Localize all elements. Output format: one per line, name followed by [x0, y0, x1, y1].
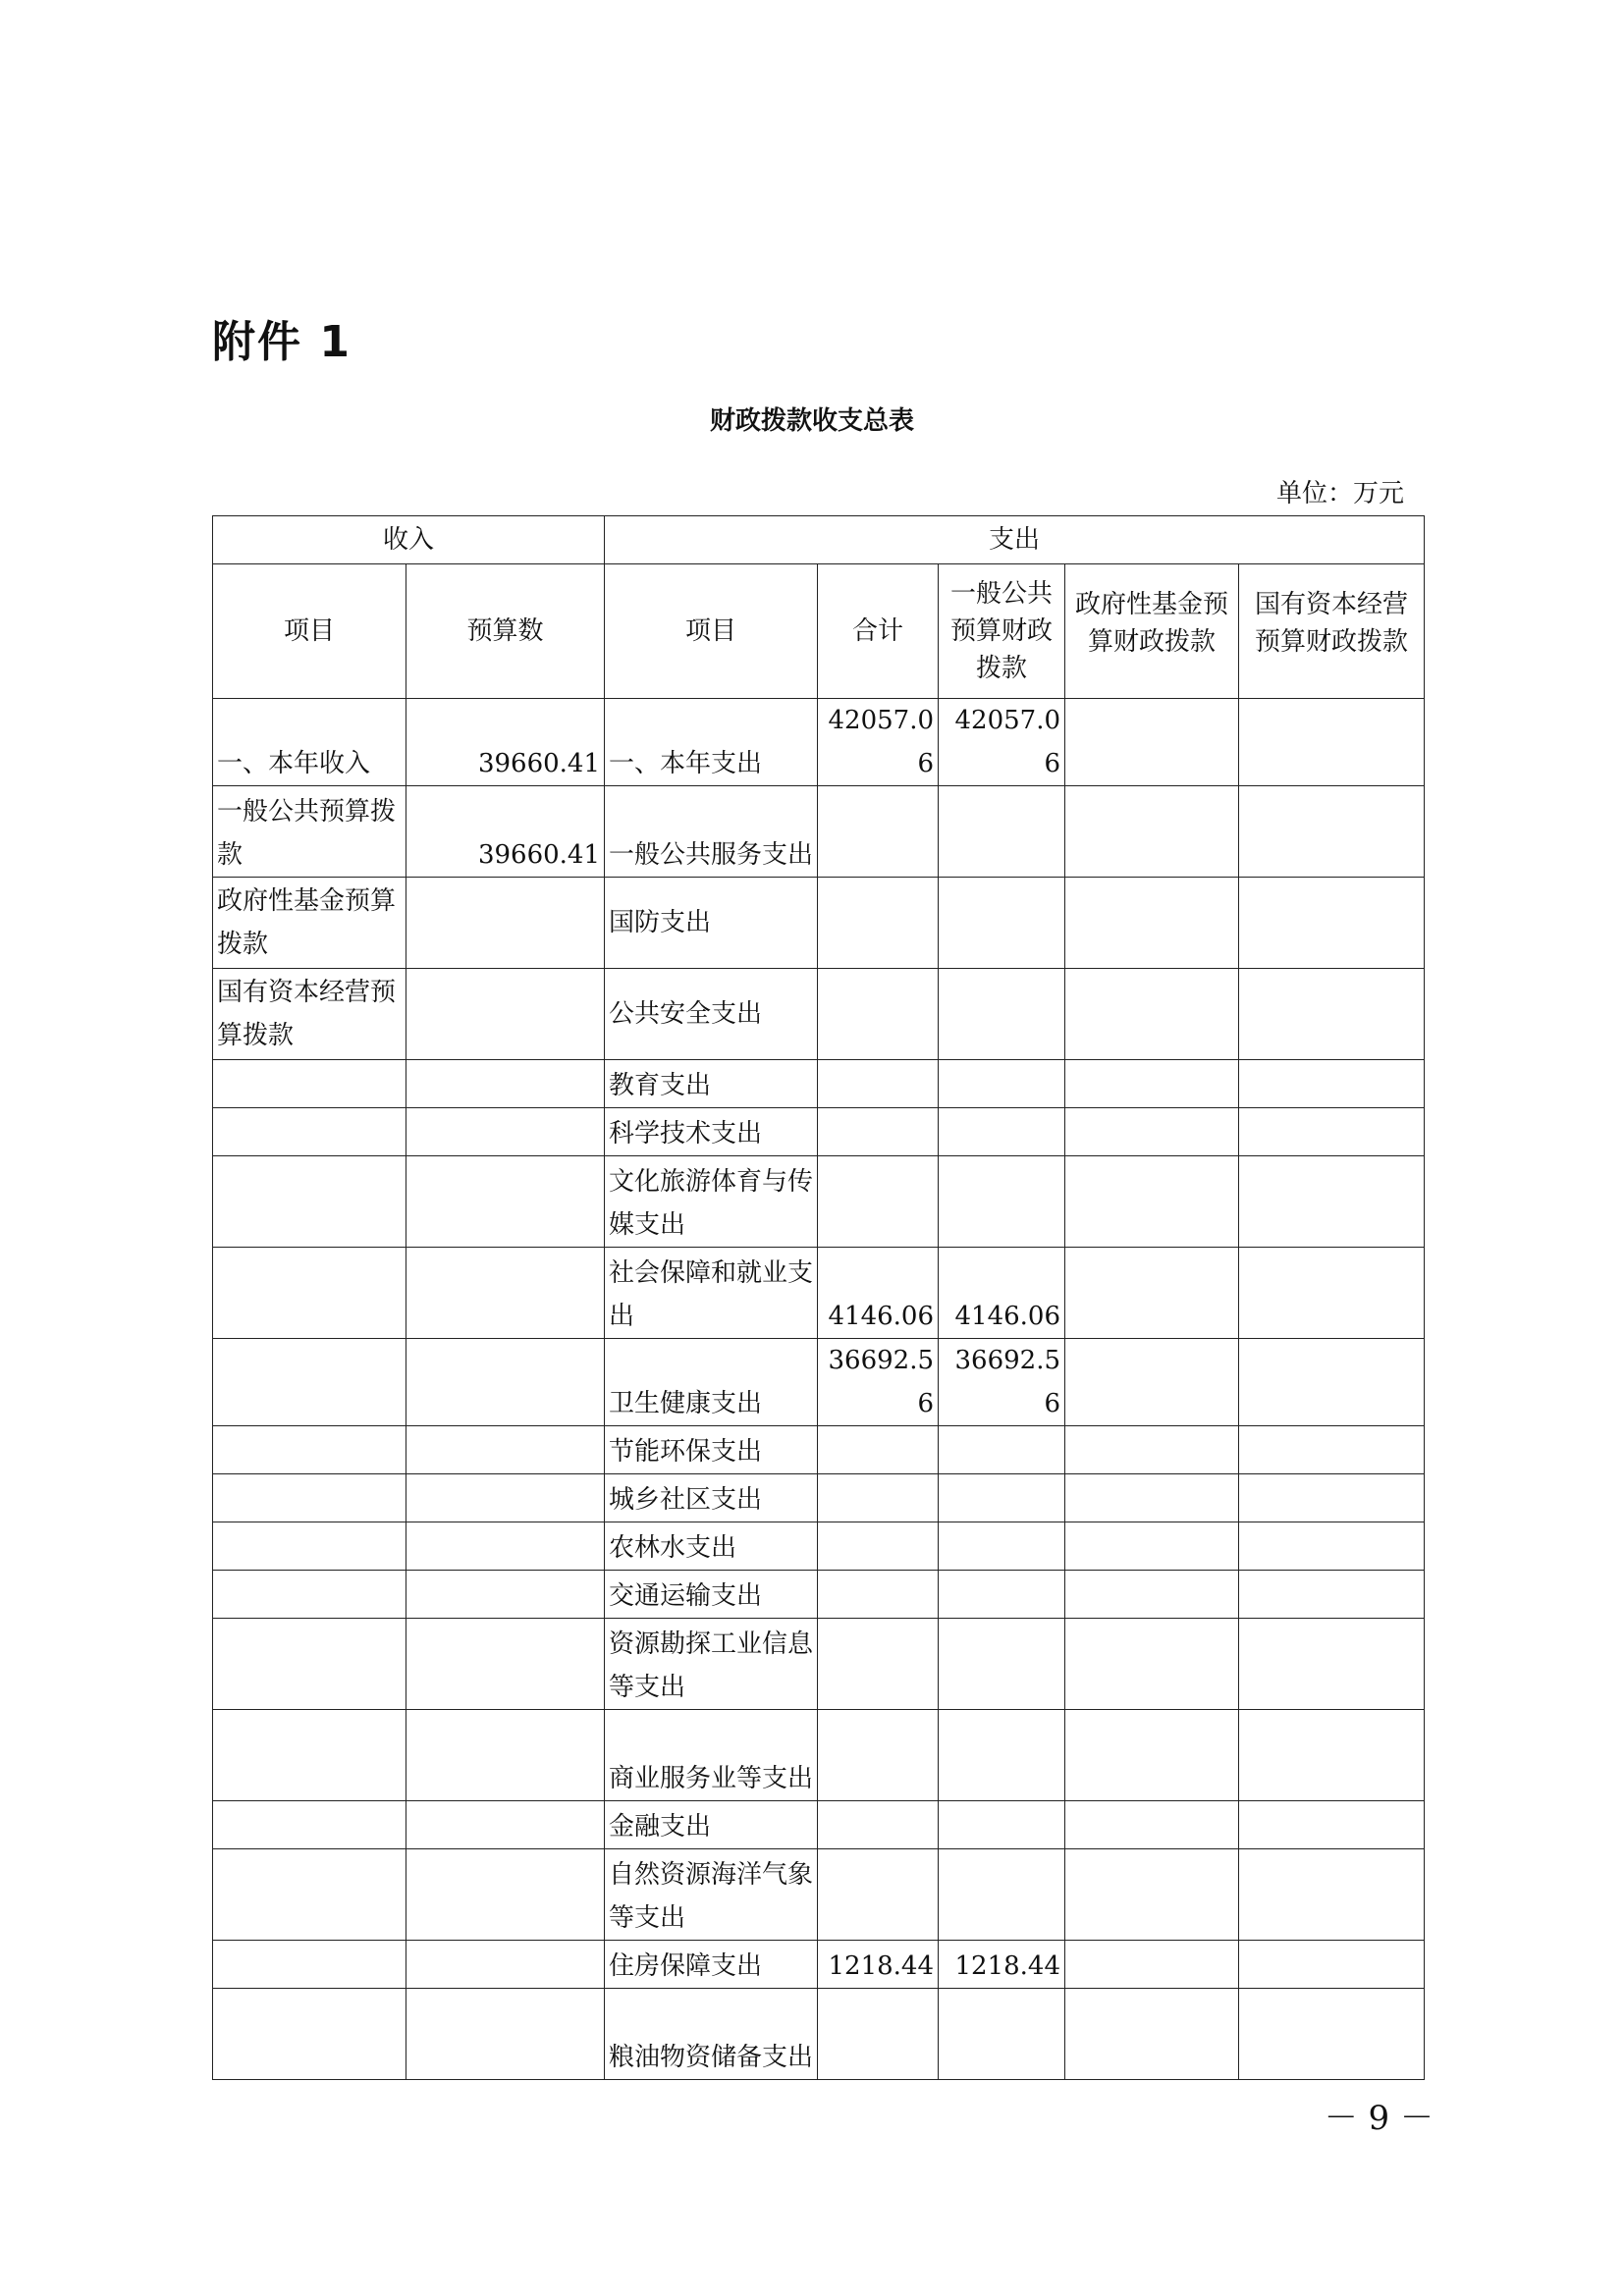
table-row	[213, 1849, 1425, 1941]
total-cell: 1218.44	[818, 1941, 939, 1989]
state-capital-cell	[1239, 1474, 1425, 1522]
expenditure-item-cell: 农林水支出	[605, 1522, 818, 1571]
state-capital-cell	[1239, 1108, 1425, 1156]
table-row	[213, 786, 1425, 878]
gov-fund-cell	[1065, 1801, 1239, 1849]
income-budget-cell	[406, 1060, 605, 1108]
general-public-cell	[939, 1060, 1065, 1108]
income-item-cell	[213, 1571, 406, 1619]
state-capital-cell	[1239, 1571, 1425, 1619]
gov-fund-cell	[1065, 1108, 1239, 1156]
expenditure-item-cell: 交通运输支出	[605, 1571, 818, 1619]
total-cell	[818, 1426, 939, 1474]
general-public-cell: 42057.06	[939, 699, 1065, 786]
income-item-cell	[213, 1619, 406, 1710]
total-cell	[818, 1710, 939, 1801]
general-public-cell	[939, 969, 1065, 1060]
table-row	[213, 1989, 1425, 2080]
table-row	[213, 699, 1425, 786]
header-total: 合计	[818, 564, 939, 699]
gov-fund-cell	[1065, 1339, 1239, 1426]
table-row	[213, 1248, 1425, 1339]
income-item-cell	[213, 1108, 406, 1156]
state-capital-cell	[1239, 1849, 1425, 1941]
income-item-cell	[213, 1849, 406, 1941]
income-item-cell	[213, 1474, 406, 1522]
income-item-cell: 国有资本经营预算拨款	[213, 969, 406, 1060]
table-row	[213, 1522, 1425, 1571]
general-public-cell	[939, 786, 1065, 878]
state-capital-cell	[1239, 1060, 1425, 1108]
gov-fund-cell	[1065, 1941, 1239, 1989]
general-public-cell	[939, 1108, 1065, 1156]
income-budget-cell	[406, 1339, 605, 1426]
gov-fund-cell	[1065, 969, 1239, 1060]
header-expenditure: 支出	[605, 516, 1425, 564]
income-budget-cell	[406, 1801, 605, 1849]
general-public-cell	[939, 1619, 1065, 1710]
income-budget-cell	[406, 1248, 605, 1339]
income-item-cell	[213, 1801, 406, 1849]
income-item-cell	[213, 1522, 406, 1571]
gov-fund-cell	[1065, 1522, 1239, 1571]
state-capital-cell	[1239, 969, 1425, 1060]
expenditure-item-cell: 卫生健康支出	[605, 1339, 818, 1426]
income-item-cell	[213, 1989, 406, 2080]
general-public-cell: 1218.44	[939, 1941, 1065, 1989]
general-public-cell	[939, 1571, 1065, 1619]
header-row-top	[213, 516, 1425, 564]
total-cell	[818, 1060, 939, 1108]
state-capital-cell	[1239, 699, 1425, 786]
state-capital-cell	[1239, 1801, 1425, 1849]
total-cell	[818, 969, 939, 1060]
gov-fund-cell	[1065, 1060, 1239, 1108]
state-capital-cell	[1239, 1989, 1425, 2080]
header-general-public: 一般公共预算财政拨款	[939, 564, 1065, 699]
general-public-cell	[939, 1474, 1065, 1522]
state-capital-cell	[1239, 1339, 1425, 1426]
general-public-cell	[939, 878, 1065, 969]
table-row	[213, 1156, 1425, 1248]
table-row	[213, 969, 1425, 1060]
gov-fund-cell	[1065, 1989, 1239, 2080]
gov-fund-cell	[1065, 1710, 1239, 1801]
total-cell	[818, 786, 939, 878]
gov-fund-cell	[1065, 878, 1239, 969]
general-public-cell	[939, 1522, 1065, 1571]
gov-fund-cell	[1065, 1849, 1239, 1941]
header-budget: 预算数	[406, 564, 605, 699]
expenditure-item-cell: 社会保障和就业支出	[605, 1248, 818, 1339]
income-budget-cell	[406, 878, 605, 969]
general-public-cell	[939, 1801, 1065, 1849]
income-budget-cell	[406, 1156, 605, 1248]
expenditure-item-cell: 自然资源海洋气象等支出	[605, 1849, 818, 1941]
expenditure-item-cell: 城乡社区支出	[605, 1474, 818, 1522]
income-budget-cell	[406, 1710, 605, 1801]
state-capital-cell	[1239, 1426, 1425, 1474]
gov-fund-cell	[1065, 1474, 1239, 1522]
income-budget-cell	[406, 1571, 605, 1619]
state-capital-cell	[1239, 1941, 1425, 1989]
total-cell	[818, 1474, 939, 1522]
income-item-cell: 一、本年收入	[213, 699, 406, 786]
expenditure-item-cell: 资源勘探工业信息等支出	[605, 1619, 818, 1710]
income-item-cell	[213, 1339, 406, 1426]
general-public-cell	[939, 1710, 1065, 1801]
table-row	[213, 1571, 1425, 1619]
unit-label: 单位：万元	[1275, 479, 1404, 508]
table-row	[213, 1619, 1425, 1710]
table-row	[213, 1941, 1425, 1989]
income-item-cell	[213, 1941, 406, 1989]
table-title: 财政拨款收支总表	[709, 406, 914, 436]
income-item-cell	[213, 1426, 406, 1474]
table-row	[213, 1474, 1425, 1522]
table-row	[213, 1710, 1425, 1801]
income-budget-cell: 39660.41	[406, 786, 605, 878]
income-item-cell	[213, 1248, 406, 1339]
expenditure-item-cell: 国防支出	[605, 878, 818, 969]
gov-fund-cell	[1065, 1248, 1239, 1339]
header-income: 收入	[213, 516, 605, 564]
total-cell: 4146.06	[818, 1248, 939, 1339]
table-row	[213, 878, 1425, 969]
income-budget-cell	[406, 1989, 605, 2080]
budget-table	[212, 515, 1425, 2080]
state-capital-cell	[1239, 1156, 1425, 1248]
income-budget-cell	[406, 1619, 605, 1710]
income-item-cell	[213, 1060, 406, 1108]
page-number: － 9 －	[1324, 2099, 1434, 2138]
table-row	[213, 1339, 1425, 1426]
gov-fund-cell	[1065, 1571, 1239, 1619]
expenditure-item-cell: 节能环保支出	[605, 1426, 818, 1474]
header-state-capital: 国有资本经营预算财政拨款	[1239, 564, 1425, 699]
general-public-cell	[939, 1426, 1065, 1474]
table-row	[213, 1108, 1425, 1156]
total-cell	[818, 1522, 939, 1571]
expenditure-item-cell: 一、本年支出	[605, 699, 818, 786]
table-row	[213, 1426, 1425, 1474]
income-item-cell	[213, 1156, 406, 1248]
income-budget-cell	[406, 1108, 605, 1156]
header-row-columns	[213, 564, 1425, 699]
income-budget-cell	[406, 969, 605, 1060]
total-cell: 42057.06	[818, 699, 939, 786]
state-capital-cell	[1239, 1522, 1425, 1571]
income-item-cell	[213, 1710, 406, 1801]
header-gov-fund: 政府性基金预算财政拨款	[1065, 564, 1239, 699]
income-item-cell: 一般公共预算拨款	[213, 786, 406, 878]
income-budget-cell	[406, 1941, 605, 1989]
state-capital-cell	[1239, 1248, 1425, 1339]
expenditure-item-cell: 科学技术支出	[605, 1108, 818, 1156]
general-public-cell	[939, 1849, 1065, 1941]
income-budget-cell	[406, 1522, 605, 1571]
general-public-cell	[939, 1156, 1065, 1248]
total-cell	[818, 1108, 939, 1156]
total-cell	[818, 1156, 939, 1248]
gov-fund-cell	[1065, 699, 1239, 786]
table-row	[213, 1060, 1425, 1108]
total-cell	[818, 1989, 939, 2080]
total-cell: 36692.56	[818, 1339, 939, 1426]
gov-fund-cell	[1065, 1156, 1239, 1248]
expenditure-item-cell: 文化旅游体育与传媒支出	[605, 1156, 818, 1248]
total-cell	[818, 1801, 939, 1849]
total-cell	[818, 1571, 939, 1619]
income-item-cell: 政府性基金预算拨款	[213, 878, 406, 969]
expenditure-item-cell: 金融支出	[605, 1801, 818, 1849]
gov-fund-cell	[1065, 1426, 1239, 1474]
total-cell	[818, 1619, 939, 1710]
income-budget-cell	[406, 1474, 605, 1522]
income-budget-cell	[406, 1426, 605, 1474]
header-item-2: 项目	[605, 564, 818, 699]
attachment-label: 附件 1	[212, 317, 352, 367]
expenditure-item-cell: 教育支出	[605, 1060, 818, 1108]
gov-fund-cell	[1065, 1619, 1239, 1710]
header-item: 项目	[213, 564, 406, 699]
state-capital-cell	[1239, 1710, 1425, 1801]
total-cell	[818, 1849, 939, 1941]
general-public-cell	[939, 1989, 1065, 2080]
total-cell	[818, 878, 939, 969]
gov-fund-cell	[1065, 786, 1239, 878]
general-public-cell: 36692.56	[939, 1339, 1065, 1426]
expenditure-item-cell: 公共安全支出	[605, 969, 818, 1060]
income-budget-cell: 39660.41	[406, 699, 605, 786]
expenditure-item-cell: 住房保障支出	[605, 1941, 818, 1989]
income-budget-cell	[406, 1849, 605, 1941]
state-capital-cell	[1239, 786, 1425, 878]
state-capital-cell	[1239, 878, 1425, 969]
expenditure-item-cell: 粮油物资储备支出	[605, 1989, 818, 2080]
expenditure-item-cell: 商业服务业等支出	[605, 1710, 818, 1801]
state-capital-cell	[1239, 1619, 1425, 1710]
expenditure-item-cell: 一般公共服务支出	[605, 786, 818, 878]
table-row	[213, 1801, 1425, 1849]
general-public-cell: 4146.06	[939, 1248, 1065, 1339]
